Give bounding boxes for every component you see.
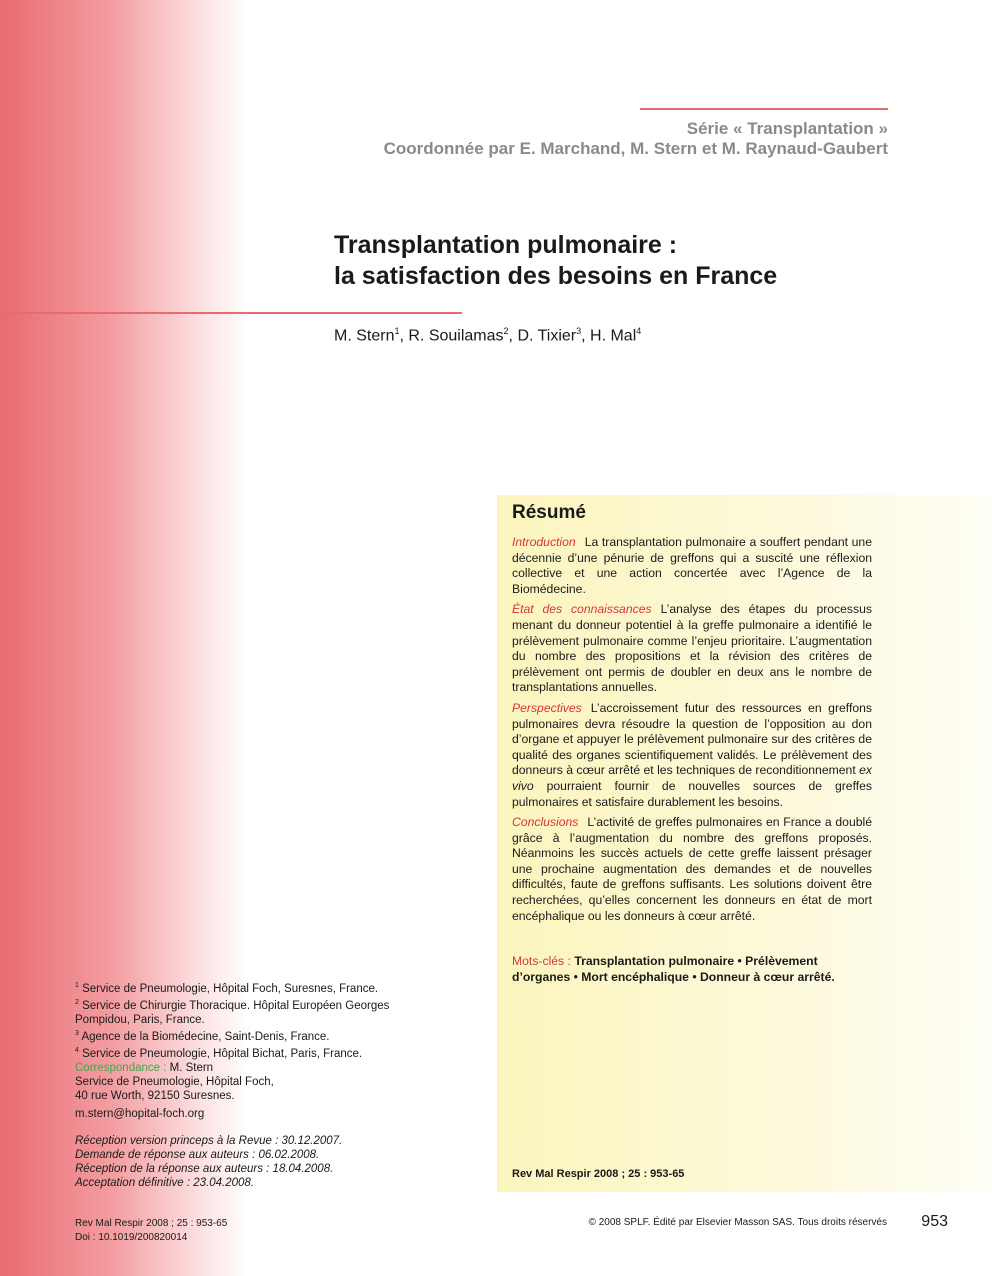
affiliation-sup: 2: [75, 999, 79, 1007]
title-line-1: Transplantation pulmonaire :: [334, 231, 678, 259]
section-label: État des connaissances: [512, 602, 652, 617]
correspondence-label: Correspondance :: [75, 1062, 167, 1074]
footer-copyright: © 2008 SPLF. Édité par Elsevier Masson SAS. Tous droits réservés: [588, 1217, 887, 1228]
correspondence-email[interactable]: m.stern@hopital-foch.org: [75, 1108, 205, 1120]
section-text: L’analyse des étapes du processus menant du donneur potentiel à la greffe pulmonaire a identifié le prélèvement pulmonaire comme l’enjeu prioritaire. L’augmentation du nombre des propositions et la révision des critères de prélèvement ont permis de doubler en deux ans le nombre de transplantations annuelles.: [512, 602, 872, 695]
keywords-label: Mots-clés :: [512, 954, 571, 968]
correspondence-line: Service de Pneumologie, Hôpital Foch,: [75, 1076, 274, 1089]
keywords: [512, 953, 872, 985]
abstract-reference: Rev Mal Respir 2008 ; 25 : 953-65: [512, 1168, 685, 1180]
section-label: Introduction: [512, 535, 576, 549]
affiliation-text: Service de Pneumologie, Hôpital Bichat, Paris, France.: [82, 1048, 363, 1061]
article-title: [334, 230, 777, 292]
date-line: Demande de réponse aux auteurs : 06.02.2008.: [75, 1149, 320, 1161]
section-text: L’accroissement futur des ressources en greffons pulmonaires devra résoudre la question de l’opposition au don d’organe et appuyer le prélèvement pulmonaire sur des critères de qualité des organes scientifiquement validés. Le prélèvement des donneurs à cœur arrêté et les techniques de reconditionnement: [512, 700, 872, 778]
author: R. Souilamas: [408, 327, 504, 345]
affiliations: [75, 979, 420, 1061]
author: D. Tixier: [517, 327, 577, 345]
affiliation-sup: 1: [75, 982, 79, 989]
author: M. Stern: [334, 327, 395, 345]
abstract-heading: Résumé: [512, 502, 586, 523]
footer-citation: [75, 1217, 227, 1245]
series-coordinators: Coordonnée par E. Marchand, M. Stern et M. Raynaud-Gaubert: [383, 139, 888, 158]
affiliation-text: Agence de la Biomédecine, Saint-Denis, France.: [81, 1031, 330, 1044]
author-affil-sup: 2: [503, 326, 509, 336]
abstract-body: [512, 535, 872, 929]
affiliation-text: Service de Chirurgie Thoracique. Hôpital Européen Georges Pompidou, Paris, France.: [75, 999, 390, 1027]
footer-journal: Rev Mal Respir 2008 ; 25 : 953-65: [75, 1218, 228, 1229]
series-name: Série « Transplantation »: [686, 119, 888, 138]
author-list: M. Stern$^1$, R. Souilamas$^2$, D. Tixier$^3$, H. Mal$^4$: [334, 326, 642, 345]
abstract-section: [512, 701, 872, 810]
section-label: Perspectives: [512, 700, 582, 715]
date-line: Acceptation définitive : 23.04.2008.: [75, 1177, 255, 1189]
correspondence-line: 40 rue Worth, 92150 Suresnes.: [75, 1090, 235, 1103]
affiliation-sup: 4: [75, 1047, 79, 1055]
page-number: 953: [921, 1213, 948, 1230]
footer-doi[interactable]: Doi : 10.1019/200820014: [75, 1232, 188, 1243]
author: H. Mal: [590, 327, 637, 345]
correspondence: [75, 1061, 420, 1104]
series-rule: [640, 108, 888, 110]
affiliation: [75, 979, 420, 996]
publication-dates: [75, 1134, 342, 1190]
abstract-section: [512, 602, 872, 696]
title-line-2: la satisfaction des besoins en France: [334, 262, 778, 290]
section-text: La transplantation pulmonaire a souffert pendant une décennie d’une pénurie de greffons qui a suscité une réflexion collective et une action concertée avec l’Agence de la Biomédecine.: [512, 535, 872, 596]
section-italic: ex vivo: [512, 763, 873, 793]
section-text: pourraient fournir de nouvelles sources de greffes pulmonaires et satisfaire durablement les besoins.: [512, 778, 872, 809]
abstract-section: [512, 815, 872, 924]
date-line: Réception version princeps à la Revue : 30.12.2007.: [75, 1135, 343, 1147]
author-affil-sup: 4: [636, 326, 642, 336]
date-line: Réception de la réponse aux auteurs : 18.04.2008.: [75, 1163, 334, 1175]
affiliation: [75, 1044, 420, 1061]
affiliation-sup: 3: [75, 1030, 79, 1038]
title-rule: [0, 312, 462, 314]
affiliation: [75, 996, 420, 1027]
author-affil-sup: 3: [576, 326, 582, 336]
section-text: L’activité de greffes pulmonaires en France a doublé grâce à l’augmentation du nombre des greffons proposés. Néanmoins les succès actuels de cette greffe laissent présager une prochaine augmentation des demandes et de nouvelles difficultés, faute de greffons suffisants. Les solutions doivent être recherchées, qu’elles concernent les donneurs en état de mort encéphalique ou les donneurs à cœur arrêté.: [512, 815, 872, 923]
affiliation: [75, 1027, 420, 1044]
correspondence-name: M. Stern: [169, 1062, 214, 1074]
section-label: Conclusions: [512, 815, 579, 830]
series-header: [384, 119, 888, 159]
affiliation-text: Service de Pneumologie, Hôpital Foch, Suresnes, France.: [82, 982, 379, 995]
author-affil-sup: 1: [394, 326, 400, 336]
abstract-section: [512, 535, 872, 597]
keywords-text: Transplantation pulmonaire • Prélèvement d’organes • Mort encéphalique • Donneur à cœur arrêté.: [512, 954, 835, 984]
